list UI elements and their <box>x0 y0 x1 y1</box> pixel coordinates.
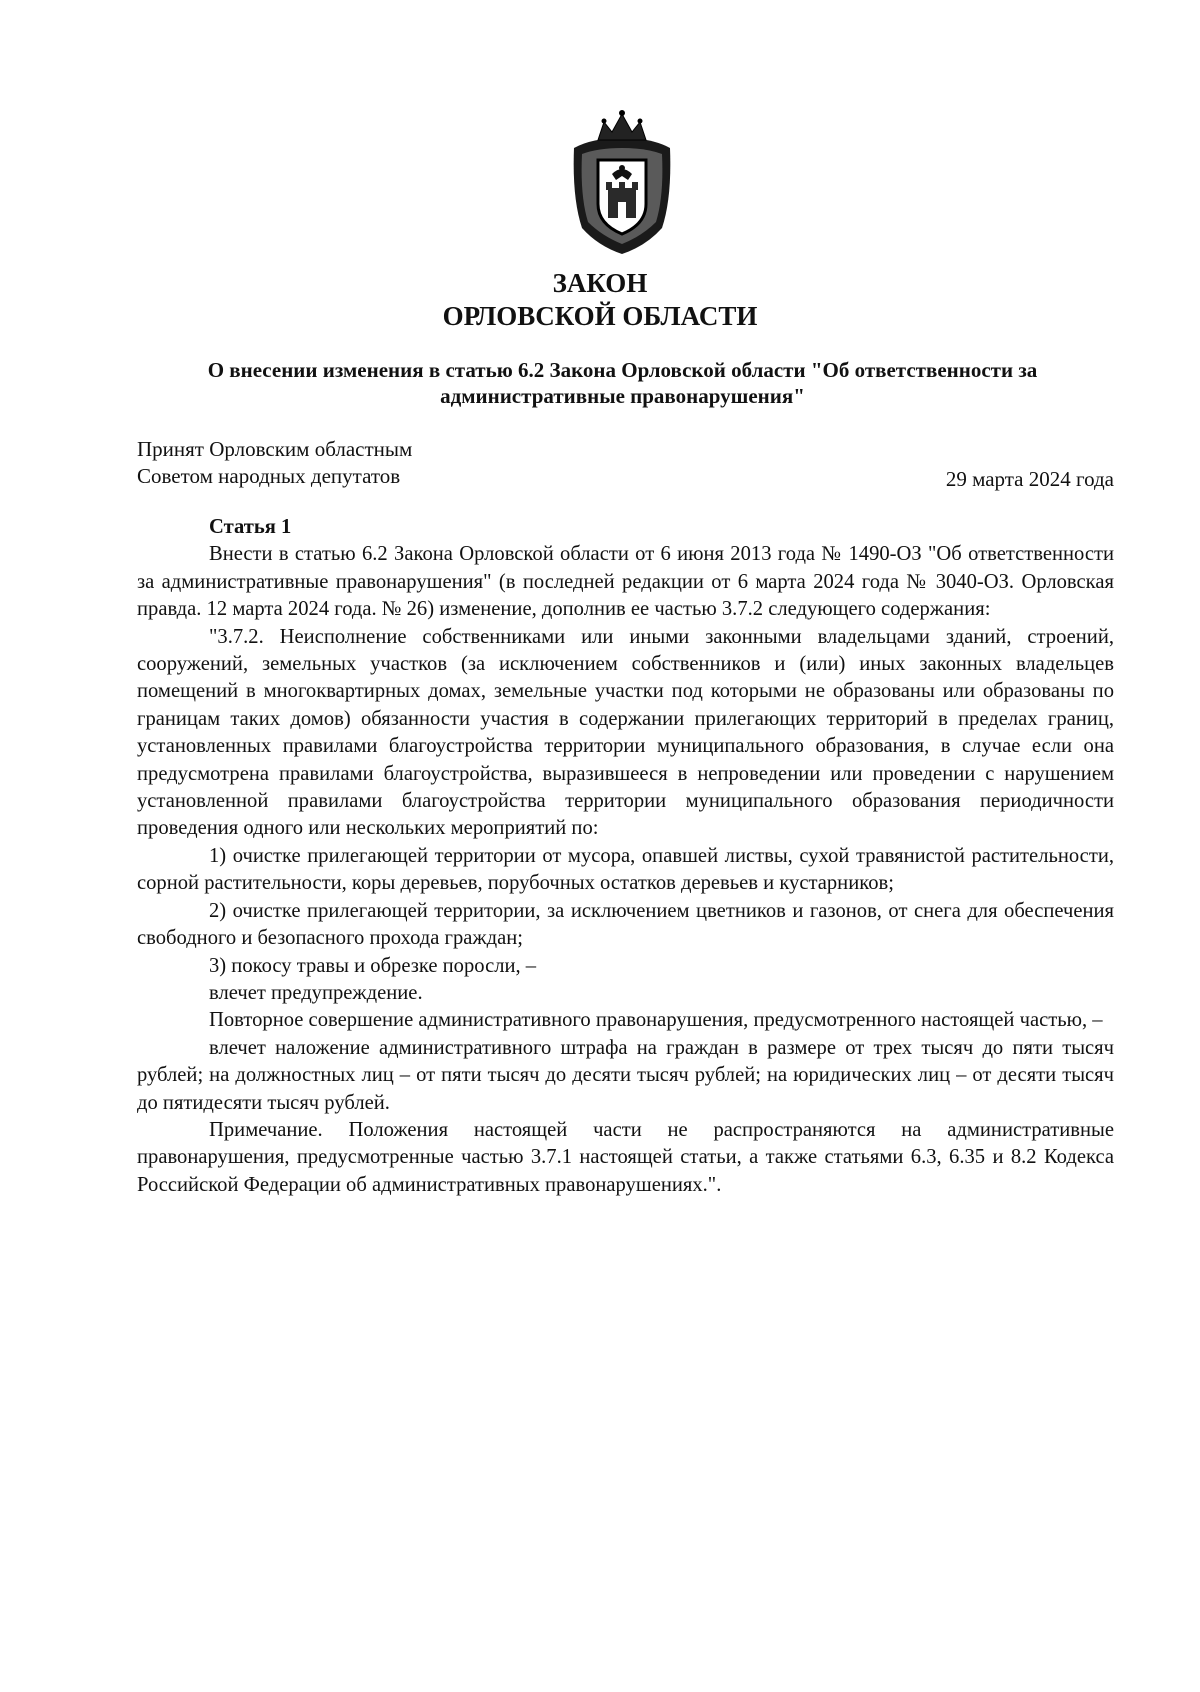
coat-of-arms-icon <box>568 108 676 258</box>
article-heading: Статья 1 <box>209 516 292 538</box>
adoption-date: 29 марта 2024 года <box>945 467 1114 491</box>
paragraph: Повторное совершение административного правонарушения, предусмотренного настоящей частью, – <box>209 1009 1103 1032</box>
paragraph: 3) покосу травы и обрезке поросли, – <box>209 954 537 977</box>
paragraph: 1) очистке прилегающей территории от мусора, опавшей листвы, сухой травянистой растительности, сорной растительности, коры деревьев, порубочных остатков деревьев и кустарников; <box>137 844 1114 895</box>
paragraph: Внести в статью 6.2 Закона Орловской области от 6 июня 2013 года № 1490-ОЗ "Об ответственности за административные правонарушения" (в последней редакции от 6 марта 2024 года № 3040-ОЗ. Орловская правда. 12 марта 2024 года. № 26) изменение, дополнив ее частью 3.7.2 следующего содержания: <box>137 543 1114 621</box>
law-title: ЗАКОН <box>552 268 648 298</box>
region-title: ОРЛОВСКОЙ ОБЛАСТИ <box>442 301 758 331</box>
paragraph: Примечание. Положения настоящей части не распространяются на административные правонарушения, предусмотренные частью 3.7.1 настоящей статьи, а также статьями 6.3, 6.35 и 8.2 Кодекса Российской Федерации об административных правонарушениях.". <box>137 1118 1114 1196</box>
adopted-line-2: Советом народных депутатов <box>137 464 401 488</box>
adopted-by <box>137 436 412 490</box>
paragraph: влечет предупреждение. <box>209 981 423 1004</box>
paragraph: "3.7.2. Неисполнение собственниками или иными законными владельцами зданий, строений, сооружений, земельных участков (за исключением собственников и (или) иных законных владельцев помещений в многоквартирных домах, земельные участки под которыми не образованы или образованы по границам таких домов) обязанности участия в содержании прилегающих территорий в пределах границ, установленных правилами благоустройства территории муниципального образования, в случае если она предусмотрена правилами благоустройства, выразившееся в непроведении или проведении с нарушением установленной правилами благоустройства территории муниципального образования периодичности проведения одного или нескольких мероприятий по: <box>137 625 1114 840</box>
law-subtitle: О внесении изменения в статью 6.2 Закона Орловской области "Об ответственности за административные правонарушения" <box>207 358 1038 408</box>
paragraph: 2) очистке прилегающей территории, за исключением цветников и газонов, от снега для обеспечения свободного и безопасного прохода граждан; <box>137 899 1114 950</box>
law-body <box>137 514 1114 1199</box>
paragraph: влечет наложение административного штрафа на граждан в размере от трех тысяч до пяти тысяч рублей; на должностных лиц – от пяти тысяч до десяти тысяч рублей; на юридических лиц – от десяти тысяч до пятидесяти тысяч рублей. <box>137 1036 1114 1114</box>
adopted-line-1: Принят Орловским областным <box>137 437 413 461</box>
